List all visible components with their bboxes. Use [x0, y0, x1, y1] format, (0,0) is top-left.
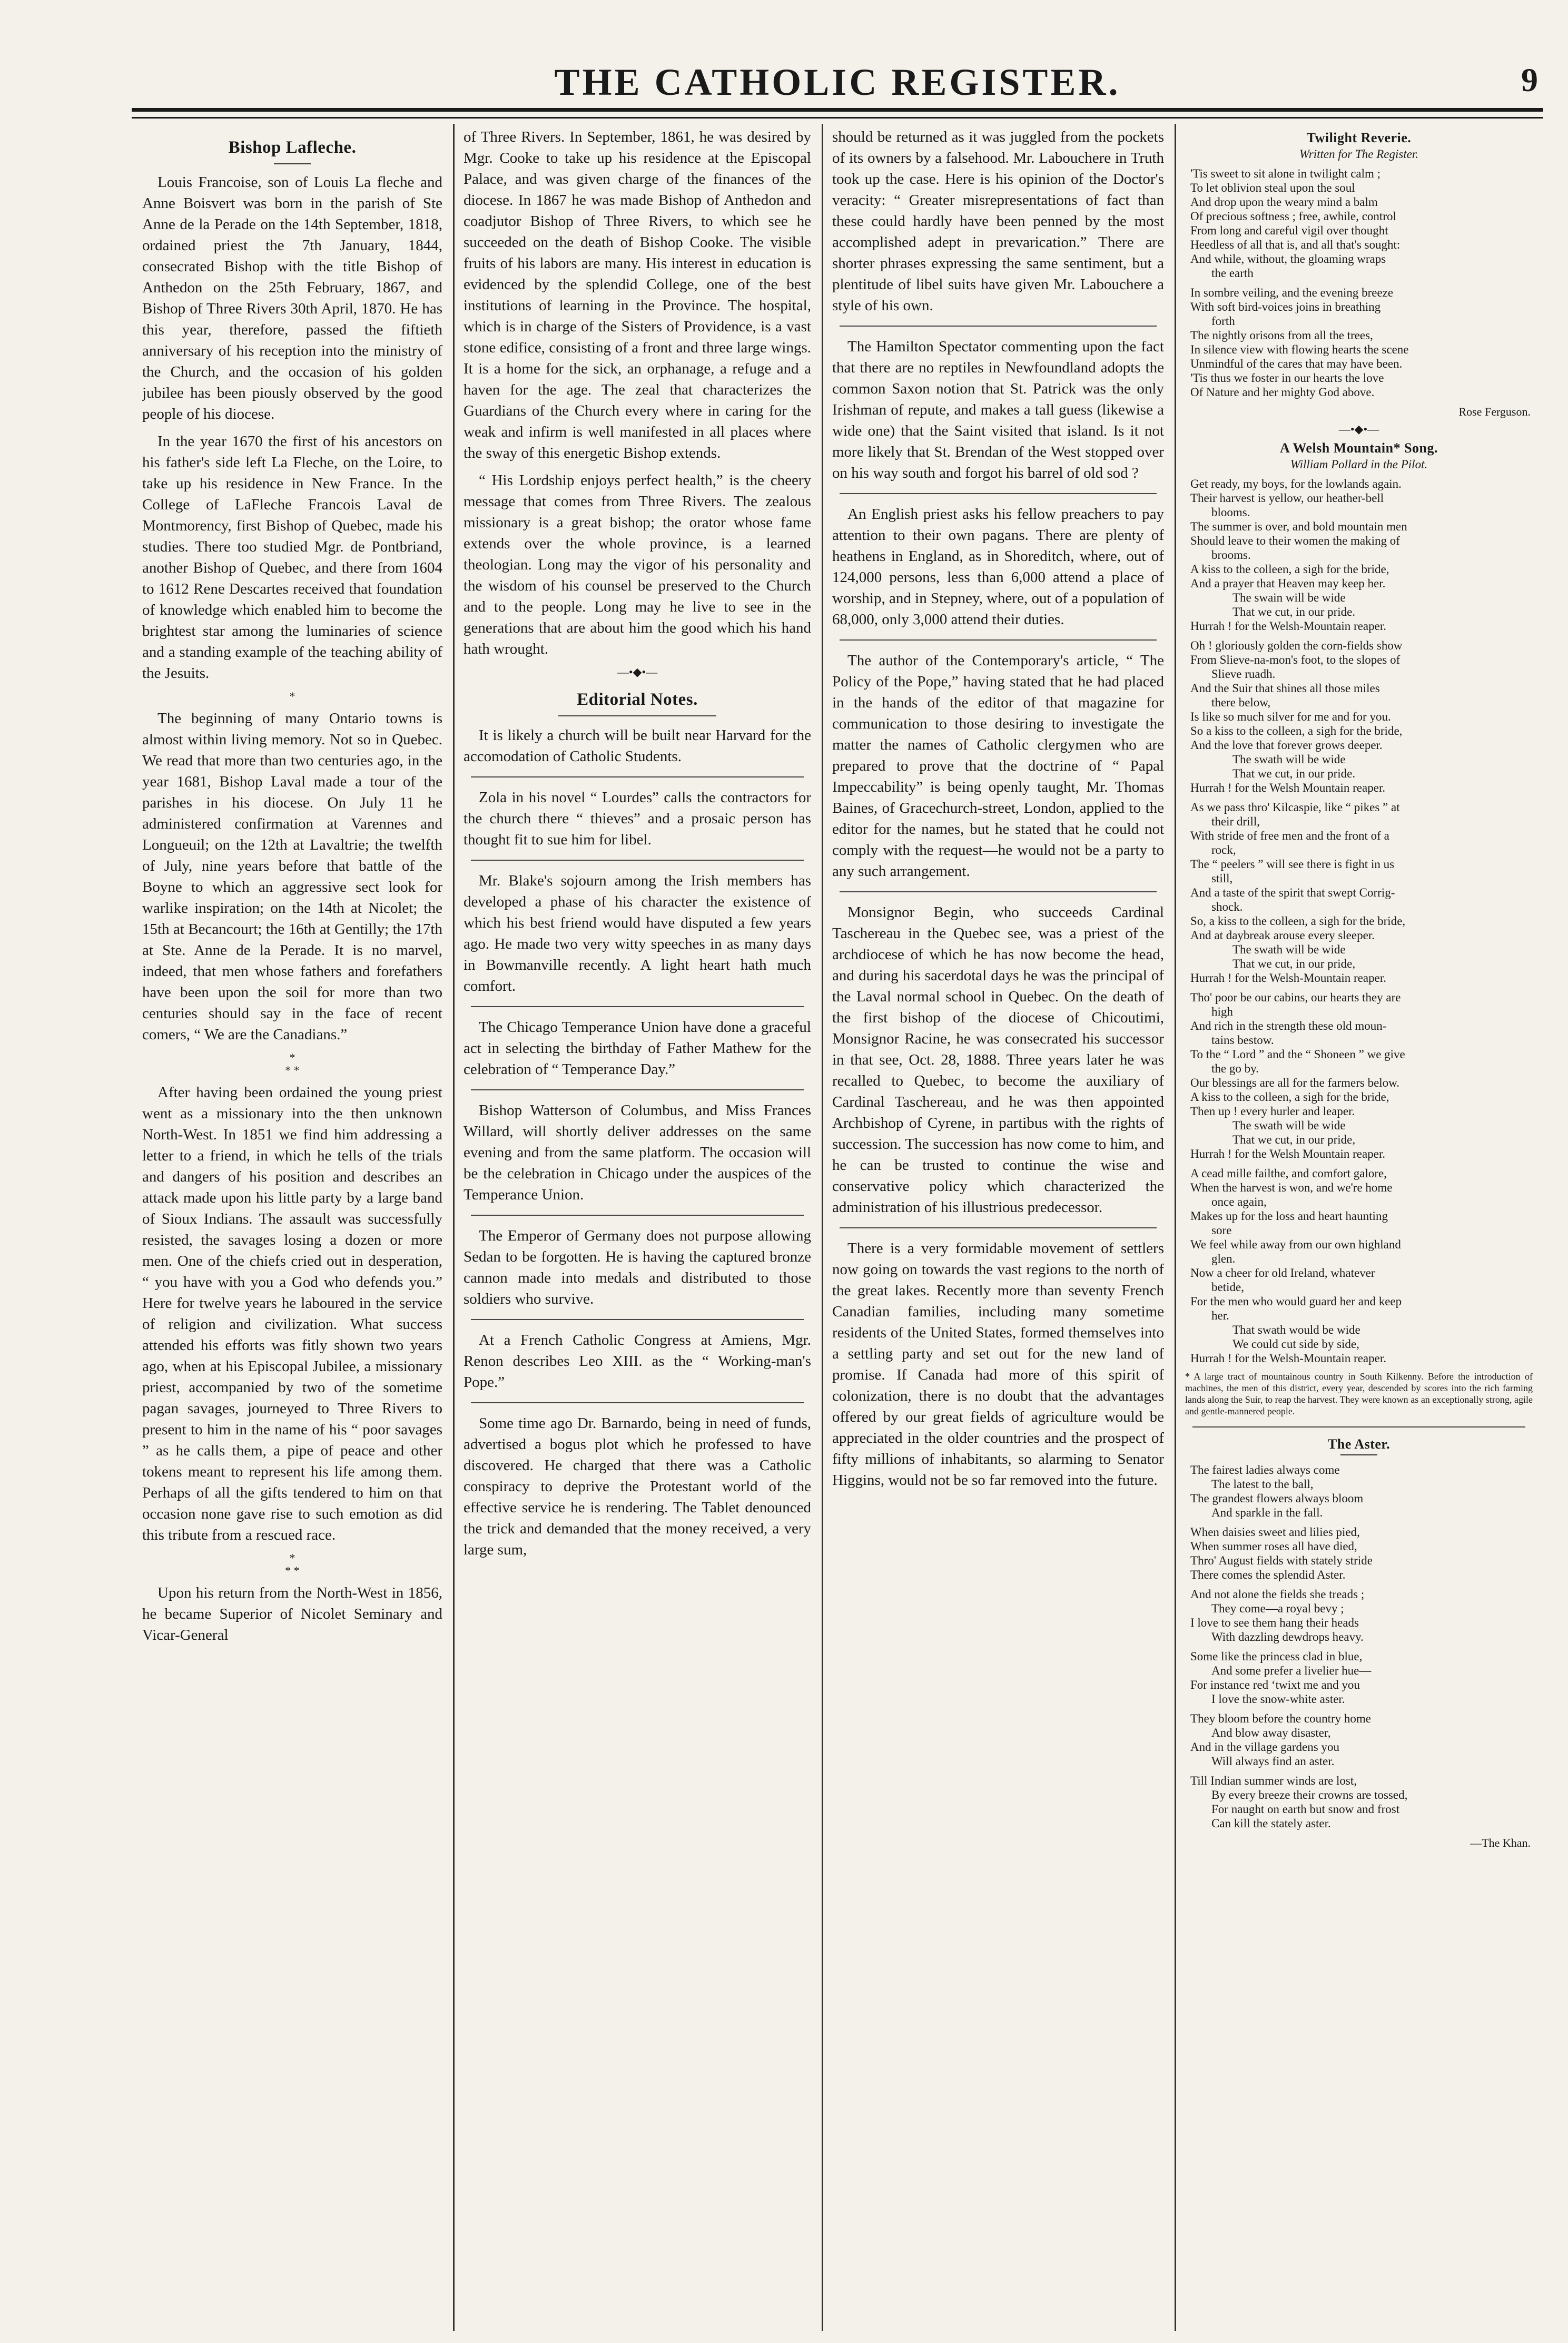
editorial-note: The Chicago Temperance Union have done a graceful act in selecting the birthday of Father Mathew for the celebration of “ Temperance Day.”: [464, 1019, 811, 1078]
article-paragraph: Louis Francoise, son of Louis La fleche and Anne Boisvert was born in the parish of Ste Anne de la Perade on the 14th September, 1818, ordained priest the 7th January, 1844, consecrated Bishop with the title Bishop of Anthedon on the 25th February, 1867, and Bishop of Three Rivers 30th April, 1870. He has this year, therefore, passed the fiftieth anniversary of his reception into the ministry of the Church, and the occasion of his golden jubilee has been piously observed by the good people of his diocese.: [142, 174, 442, 422]
poem-line: A kiss to the colleen, a sigh for the bride,: [1190, 563, 1389, 576]
poem-verse: [1190, 477, 1533, 1365]
poem-line: And sparkle in the fall.: [1211, 1506, 1323, 1519]
poem-line: [1190, 1582, 1533, 1587]
poem-line: And a taste of the spirit that swept Corrig-: [1190, 886, 1395, 899]
poem-line: To the “ Lord ” and the “ Shoneen ” we give: [1190, 1048, 1405, 1061]
poem-line: The swath will be wide: [1232, 943, 1346, 956]
poem-line: [1190, 1644, 1533, 1649]
editorial-note: should be returned as it was juggled from the pockets of its owners by a falsehood. Mr. Labouchere in Truth took up the case. Here is his opinion of the Doctor's veracity: “ Greater misrepresentations of fact than these could hardly have been penned by the most accomplished adept in prevarication.” There are shorter phrases expressing the same sentiment, but a plentitude of libel suits have given Mr. Labouchere a style of his own.: [832, 129, 1164, 314]
article-paragraph: “ His Lordship enjoys perfect health,” is the cheery message that comes from Three Rivers. The zealous missionary is a great bishop; the orator whose fame extends over the whole province, is a learned theologian. Long may the vigor of his personality and the wisdom of his counsel be preserved to the Church and to the people. Long may he live to see in the generations that are about him the good which his hand hath wrought.: [464, 472, 811, 657]
poem-line: There comes the splendid Aster.: [1190, 1568, 1346, 1581]
editorial-note: An English priest asks his fellow preachers to pay attention to their own pagans. There are plenty of heathens in England, as in Shoreditch, where, out of 124,000 persons, less than 6,000 attend a place of worship, and in Stepney, where, out of a population of 68,000, only 3,000 attend their duties.: [832, 506, 1164, 628]
poem-line: The summer is over, and bold mountain men: [1190, 520, 1407, 533]
poem-line: And a prayer that Heaven may keep her.: [1190, 577, 1386, 590]
poem-line: For naught on earth but snow and frost: [1211, 1803, 1400, 1816]
poem-line: And the love that forever grows deeper.: [1190, 739, 1383, 752]
editorial-note: There is a very formidable movement of settlers now going on towards the vast regions to the north of the great lakes. Recently more than seventy French Canadian families, including many sometime residents of the United States, formed themselves into a settling party and set out for the new land of promise. If Canada had more of this spirit of colonization, there is no doubt that the advantages offered by our great fields of agriculture would be appreciated in the older countries and the prospect of fifty millions of inhabitants, so alarming to Senator Higgins, would not be so far removed into the future.: [832, 1240, 1164, 1489]
poem-line: [1190, 985, 1533, 990]
editorial-note: Monsignor Begin, who succeeds Cardinal Taschereau in the Quebec see, was a priest of the archdiocese of which he has now become the head, and during his sacerdotal days he was the principal of the Laval normal school in Quebec. On the death of the first bishop of the diocese of Chicoutimi, Monsignor Racine, he was consecrated his successor in that see, Oct. 28, 1888. Three years later he was recalled to Quebec, to become the auxiliary of Cardinal Taschereau, and he was then appointed Archbishop of Cyrene, in partibus with the rights of succession. The succession has now come to him, and he can be trusted to continue the wise and conservative policy which characterized the administration of his illustrious predecessor.: [832, 904, 1164, 1216]
editorial-note: At a French Catholic Congress at Amiens, Mgr. Renon describes Leo XIII. as the “ Working-man's Pope.”: [464, 1332, 811, 1391]
poem-title: The Aster.: [1327, 1436, 1391, 1452]
poem-line: [1190, 795, 1533, 800]
poem-line: From long and careful vigil over thought: [1190, 224, 1388, 237]
poem-line: And while, without, the gloaming wraps: [1190, 252, 1386, 265]
asterism-ornament: * * *: [285, 1051, 300, 1077]
poem-signature: —The Khan.: [1470, 1836, 1531, 1849]
editorial-note: The Emperor of Germany does not purpose allowing Sedan to be forgotten. He is having the captured bronze cannon made into medals and distributed to those soldiers who survive.: [464, 1227, 811, 1307]
poem-line: brooms.: [1211, 548, 1251, 562]
column-divider: [822, 124, 823, 2331]
poem-line: Now a cheer for old Ireland, whatever: [1190, 1266, 1375, 1279]
poem-line: We feel while away from our own highland: [1190, 1238, 1401, 1251]
poem-line: Our blessings are all for the farmers below.: [1190, 1076, 1400, 1089]
poem-line: By every breeze their crowns are tossed,: [1211, 1788, 1408, 1801]
poem-title: Twilight Reverie.: [1306, 130, 1412, 145]
poem-footnote: * A large tract of mountainous country in South Kilkenny. Before the introduction of machines, the men of this district, every year, descended by scores into the rich farming lands along the Suir, to reap the harvest. They were known as an exceptionally strong, agile and gentle-mannered people.: [1185, 1371, 1533, 1416]
poem-line: They bloom before the country home: [1190, 1712, 1371, 1725]
poem-line: For instance red ‘twixt me and you: [1190, 1678, 1360, 1691]
masthead-rule-thick: [132, 108, 1543, 112]
column-divider: [1175, 124, 1176, 2331]
poem-line: [1190, 1706, 1533, 1711]
editorial-note: Mr. Blake's sojourn among the Irish members has developed a phase of his character the existence of which his best friend would have disputed a few years ago. He made two very witty speeches in as many days in Bowmanville recently. A light heart hath much comfort.: [464, 872, 811, 995]
poem-line: [1190, 1161, 1533, 1166]
poem-line: 'Tis sweet to sit alone in twilight calm ;: [1190, 167, 1381, 180]
asterism-ornament: * * *: [285, 1551, 300, 1577]
poem-line: her.: [1211, 1309, 1229, 1322]
poem-line: For the men who would guard her and keep: [1190, 1295, 1402, 1308]
poem-line: Hurrah ! for the Welsh Mountain reaper.: [1190, 1147, 1386, 1160]
editorial-note: It is likely a church will be built near Harvard for the accomodation of Catholic Students.: [464, 727, 811, 765]
heading-rule: [1340, 1454, 1377, 1455]
note-separator: [471, 1006, 804, 1007]
article-paragraph: of Three Rivers. In September, 1861, he was desired by Mgr. Cooke to take up his residence at the Episcopal Palace, and was given charge of the finances of the diocese. In 1867 he was made Bishop of Anthedon and coadjutor Bishop of Three Rivers, to which see he succeeded on the death of Bishop Cooke. The visible fruits of his labors are many. His interest in education is evidenced by the splendid College, one of the best institutions of learning in the Province. The hospital, which is in charge of the Sisters of Providence, is a vast stone edifice, consisting of a front and three large wings. It is a home for the sick, an orphanage, a refuge and a haven for the age. The zeal that characterizes the Guardians of the Church every where in caring for the weak and infirm is well manifested in all places where the sway of this energetic Bishop extends.: [464, 129, 811, 461]
note-separator: [840, 1227, 1157, 1228]
editorial-note: Bishop Watterson of Columbus, and Miss Frances Willard, will shortly deliver addresses on the same evening and from the same platform. The occasion will be the celebration in Chicago under the auspices of the Temperance Union.: [464, 1102, 811, 1203]
poem-line: The grandest flowers always bloom: [1190, 1492, 1364, 1505]
poem-line: With stride of free men and the front of a: [1190, 829, 1389, 842]
poem-line: blooms.: [1211, 506, 1250, 519]
poem-line: Tho' poor be our cabins, our hearts they are: [1190, 991, 1401, 1004]
masthead-rule-thin: [132, 117, 1543, 119]
poem-line: shock.: [1211, 900, 1243, 913]
note-separator: [471, 776, 804, 777]
poem-line: Heedless of all that is, and all that's sought:: [1190, 238, 1401, 251]
poem-separator: [1192, 1426, 1525, 1428]
poem-line: their drill,: [1211, 815, 1260, 828]
poem-line: We could cut side by side,: [1232, 1337, 1359, 1351]
poem-line: betide,: [1211, 1281, 1244, 1294]
poem-line: When daisies sweet and lilies pied,: [1190, 1525, 1360, 1539]
poem-line: [1190, 633, 1533, 638]
poem-line: And some prefer a livelier hue—: [1211, 1664, 1372, 1677]
masthead: [132, 61, 1543, 124]
section-heading: Editorial Notes.: [577, 690, 698, 709]
poem-line: The swath will be wide: [1232, 753, 1346, 766]
poem-line: With dazzling dewdrops heavy.: [1211, 1630, 1364, 1643]
poem-line: Till Indian summer winds are lost,: [1190, 1774, 1357, 1787]
article-paragraph: Upon his return from the North-West in 1856, he became Superior of Nicolet Seminary and Vicar-General: [142, 1584, 442, 1643]
poem-line: Hurrah ! for the Welsh-Mountain reaper.: [1190, 619, 1386, 633]
poem-line: 'Tis thus we foster in our hearts the love: [1190, 371, 1384, 385]
editorial-note: The Hamilton Spectator commenting upon the fact that there are no reptiles in Newfoundland adopts the common Saxon notion that St. Patrick was the only Irishman of repute, and makes a tall guess (likewise a wide one) that the Saint visited that island. Is it not more likely that St. Brendan of the West stopped over on his way south and forgot his barrel of old sod ?: [832, 338, 1164, 481]
note-separator: [471, 1089, 804, 1090]
poem-verse: [1190, 166, 1533, 399]
page-number: 9: [1521, 61, 1538, 99]
column-3: [832, 126, 1164, 2328]
poem-line: Some like the princess clad in blue,: [1190, 1650, 1363, 1663]
poem-line: Can kill the stately aster.: [1211, 1817, 1331, 1830]
column-4: [1185, 126, 1533, 2328]
poem-line: That we cut, in our pride,: [1232, 957, 1356, 970]
poem-line: A kiss to the colleen, a sigh for the bride,: [1190, 1090, 1389, 1104]
note-separator: [840, 891, 1157, 892]
poem-line: [1190, 1520, 1533, 1525]
poem-line: And at daybreak arouse every sleeper.: [1190, 929, 1375, 942]
poem-line: the earth: [1211, 267, 1254, 280]
poem-line: Should leave to their women the making of: [1190, 534, 1400, 547]
poem-line: And the Suir that shines all those miles: [1190, 682, 1380, 695]
poem-line: forth: [1211, 314, 1235, 328]
poem-line: And drop upon the weary mind a balm: [1190, 195, 1378, 209]
poem-line: Their harvest is yellow, our heather-bell: [1190, 491, 1384, 505]
poem-line: once again,: [1211, 1195, 1267, 1208]
note-separator: [840, 326, 1157, 327]
poem-line: In silence view with flowing hearts the scene: [1190, 343, 1409, 356]
column-1: [142, 126, 442, 2328]
poem-line: That swath would be wide: [1232, 1323, 1360, 1336]
poem-title: A Welsh Mountain* Song.: [1279, 440, 1438, 456]
asterism-ornament: *: [289, 690, 295, 703]
note-separator: [471, 1402, 804, 1403]
editorial-note: Zola in his novel “ Lourdes” calls the contractors for the church there “ thieves” and a prosaic person has thought fit to sue him for libel.: [464, 789, 811, 848]
poem-line: [1190, 1768, 1533, 1774]
poem-line: Hurrah ! for the Welsh Mountain reaper.: [1190, 781, 1386, 794]
poem-line: Of precious softness ; free, awhile, control: [1190, 210, 1396, 223]
poem-line: [1190, 280, 1533, 286]
poem-line: That we cut, in our pride.: [1232, 605, 1356, 618]
poem-line: That we cut, in our pride.: [1232, 767, 1356, 780]
poem-line: Will always find an aster.: [1211, 1755, 1335, 1768]
poem-line: Is like so much silver for me and for you.: [1190, 710, 1391, 723]
poem-line: The latest to the ball,: [1211, 1478, 1314, 1491]
poem-line: And not alone the fields she treads ;: [1190, 1588, 1365, 1601]
poem-byline: William Pollard in the Pilot.: [1290, 458, 1428, 471]
poem-line: the go by.: [1211, 1062, 1259, 1075]
poem-line: They come—a royal bevy ;: [1211, 1602, 1344, 1615]
poem-line: With soft bird-voices joins in breathing: [1190, 300, 1381, 313]
column-divider: [453, 124, 455, 2331]
article-paragraph: In the year 1670 the first of his ancestors on his father's side left La Fleche, on the Loire, to take up his residence in New France. In the College of LaFleche Francois Laval de Montmorency, first Bishop of Quebec, made his studies. There too studied Mgr. de Pontbriand, another Bishop of Quebec, and there from 1604 to 1612 Rene Descartes received that foundation of knowledge which enabled him to become the brightest star among the luminaries of science and a standing example of the teaching ability of the Jesuits.: [142, 433, 442, 682]
poem-line: still,: [1211, 872, 1233, 885]
editorial-note: Some time ago Dr. Barnardo, being in need of funds, advertised a bogus plot which he professed to have discovered. He charged that there was a Catholic conspiracy to deprive the Protestant world of the effective service he is rendering. The Tablet denounced the trick and demanded that the money received, a very large sum,: [464, 1415, 811, 1558]
poem-line: That we cut, in our pride,: [1232, 1133, 1356, 1146]
poem-line: So, a kiss to the colleen, a sigh for the bride,: [1190, 914, 1406, 928]
editorial-note: The author of the Contemporary's article, “ The Policy of the Pope,” having stated that he had placed in the hands of the editor of that magazine for communication to those desiring to investigate the matter the names of Catholic clergymen who are prepared to prove that the doctrine of “ Papal Impeccability” is being openly taught, Mr. Thomas Baines, of Gracechurch-street, London, applied to the editor for the names, but he stated that he could not comply with the request—he would not be a party to any such arrangement.: [832, 652, 1164, 880]
poem-line: And in the village gardens you: [1190, 1740, 1339, 1754]
heading-rule: [558, 715, 716, 716]
poem-line: As we pass thro' Kilcaspie, like “ pikes ” at: [1190, 801, 1400, 814]
poem-line: Oh ! gloriously golden the corn-fields show: [1190, 639, 1403, 652]
poem-line: I love the snow-white aster.: [1211, 1692, 1345, 1706]
poem-line: Then up ! every hurler and leaper.: [1190, 1105, 1355, 1118]
poem-line: The nightly orisons from all the trees,: [1190, 329, 1373, 342]
note-separator: [471, 1319, 804, 1320]
poem-line: Unmindful of the cares that may have been.: [1190, 357, 1403, 370]
article-paragraph: The beginning of many Ontario towns is almost within living memory. Not so in Quebec. We read that more than two centuries ago, in the year 1681, Bishop Laval made a tour of the parishes in his diocese. On July 11 he administered confirmation at Varennes and Longueuil; on the 12th at Lavaltrie; the twelfth of July, nine years before that battle of the Boyne to which an aggressive sect look for warlike inspiration; on the 14th at Nicolet; the 15th at Becancourt; the 16th at Gentilly; the 17th at Ste. Anne de la Perade. It is no marvel, indeed, that men whose fathers and forefathers have been upon the soil for more than two centuries should say in the face of recent comers, “ We are the Canadians.”: [142, 710, 442, 1043]
poem-line: The swath will be wide: [1232, 1119, 1346, 1132]
newspaper-title: THE CATHOLIC REGISTER.: [554, 61, 1121, 103]
poem-line: sore: [1211, 1224, 1232, 1237]
poem-line: Get ready, my boys, for the lowlands again.: [1190, 477, 1402, 490]
note-separator: [840, 493, 1157, 494]
article-paragraph: After having been ordained the young priest went as a missionary into the then unknown North-West. In 1851 we find him addressing a letter to a friend, in which he tells of the trials and dangers of his position and describes an attack made upon his little party by a large band of Sioux Indians. The assault was successfully resisted, the savages losing a dozen or more men. One of the chiefs cried out in desperation, “ you have with you a God who defends you.” Here for twelve years he laboured in the service of religion and civilization. What success attended his efforts was fitly shown two years ago, when at his Episcopal Jubilee, a missionary priest, accompanied by two of the sometime pagan savages, journeyed to Three Rivers to present to him in the name of his “ poor savages ” as he calls them, a pipe of peace and other tokens meant to represent his life among them. Perhaps of all the gifts tendered to him on that occasion none gave rise to such emotion as did this tribute from a rescued race.: [142, 1084, 442, 1543]
heading-rule: [274, 163, 311, 164]
poem-line: rock,: [1211, 843, 1236, 857]
poem-line: Thro' August fields with stately stride: [1190, 1554, 1373, 1567]
section-ornament: —•◆•—: [1338, 422, 1379, 436]
poem-line: The “ peelers ” will see there is fight in us: [1190, 858, 1395, 871]
note-separator: [471, 860, 804, 861]
poem-byline: Written for The Register.: [1299, 147, 1419, 161]
section-ornament: —•◆•—: [617, 665, 658, 678]
poem-line: So a kiss to the colleen, a sigh for the bride,: [1190, 724, 1403, 737]
poem-line: Slieve ruadh.: [1211, 667, 1276, 681]
poem-line: The fairest ladies always come: [1190, 1463, 1340, 1476]
poem-signature: Rose Ferguson.: [1458, 405, 1531, 418]
poem-line: When summer roses all have died,: [1190, 1540, 1357, 1553]
poem-line: I love to see them hang their heads: [1190, 1616, 1359, 1629]
poem-line: Hurrah ! for the Welsh-Mountain reaper.: [1190, 971, 1386, 985]
poem-line: high: [1211, 1005, 1233, 1018]
poem-line: tains bestow.: [1211, 1033, 1274, 1047]
poem-line: Hurrah ! for the Welsh-Mountain reaper.: [1190, 1352, 1386, 1365]
poem-line: And rich in the strength these old moun-: [1190, 1019, 1387, 1032]
note-separator: [840, 639, 1157, 641]
article-heading: Bishop Lafleche.: [228, 138, 357, 157]
poem-verse: [1190, 1463, 1533, 1830]
poem-line: Makes up for the loss and heart haunting: [1190, 1209, 1388, 1223]
poem-line: From Slieve-na-mon's foot, to the slopes of: [1190, 653, 1401, 666]
poem-line: The swain will be wide: [1232, 591, 1346, 604]
column-2: [464, 126, 811, 2328]
poem-line: Of Nature and her mighty God above.: [1190, 386, 1375, 399]
poem-line: To let oblivion steal upon the soul: [1190, 181, 1355, 194]
poem-line: glen.: [1211, 1252, 1236, 1265]
note-separator: [471, 1215, 804, 1216]
poem-line: When the harvest is won, and we're home: [1190, 1181, 1393, 1194]
poem-line: And blow away disaster,: [1211, 1726, 1331, 1739]
poem-line: there below,: [1211, 696, 1271, 709]
poem-line: In sombre veiling, and the evening breeze: [1190, 286, 1394, 299]
poem-line: A cead mille failthe, and comfort galore,: [1190, 1167, 1387, 1180]
